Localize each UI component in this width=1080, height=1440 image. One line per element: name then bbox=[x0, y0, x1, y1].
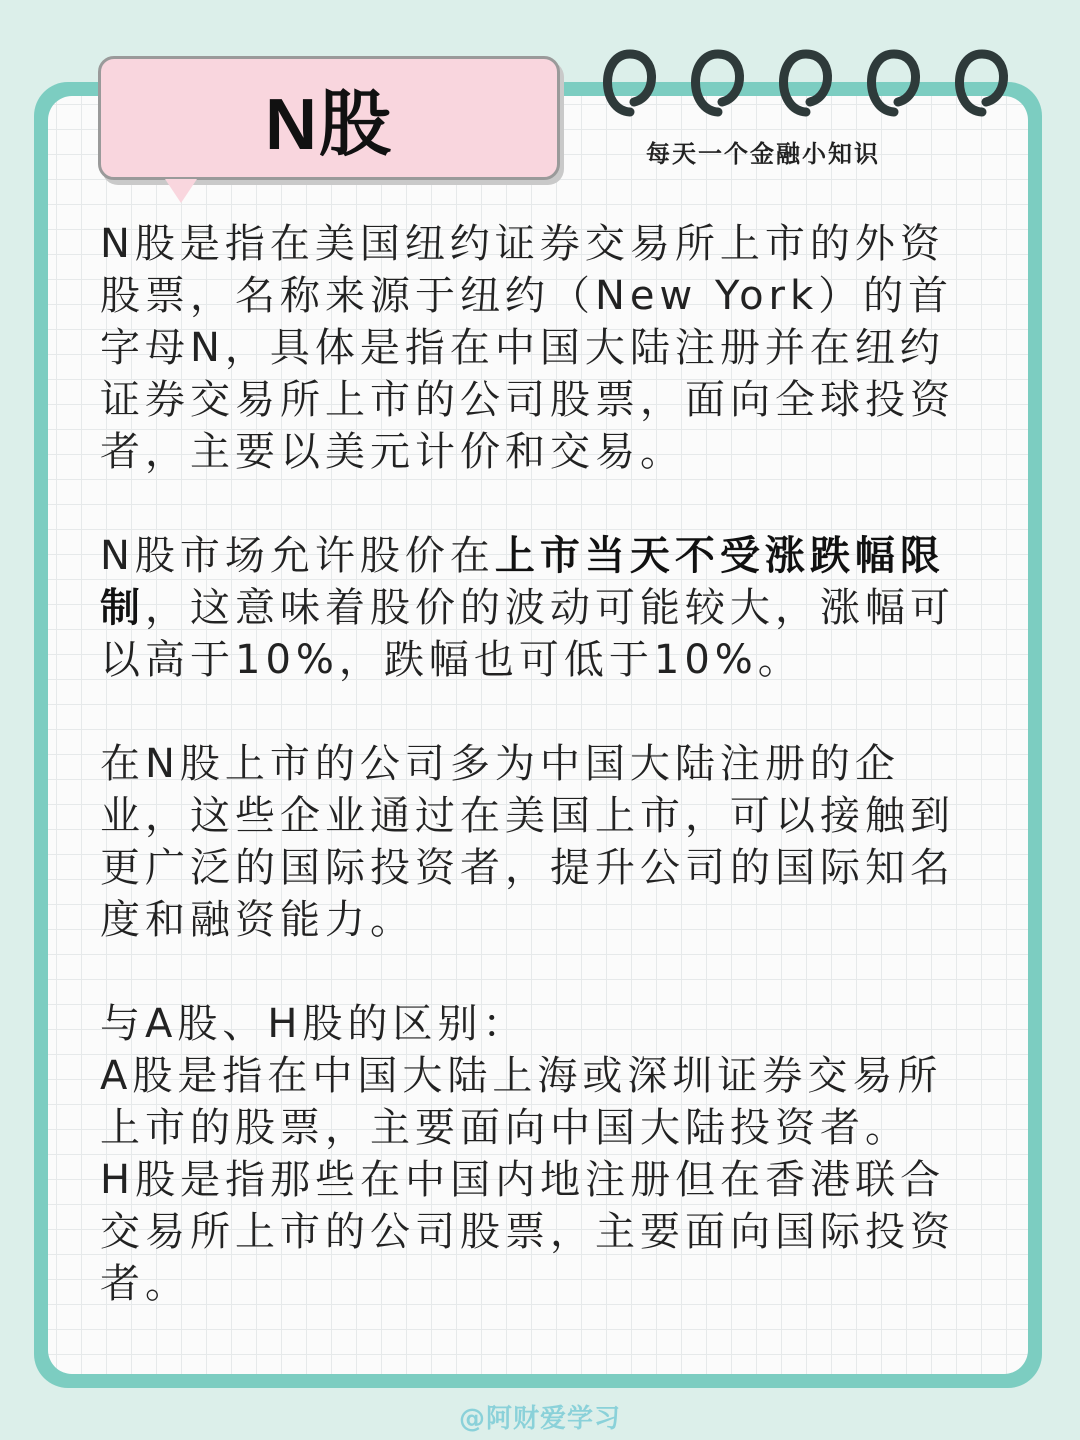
comparison-a-share: A股是指在中国大陆上海或深圳证券交易所上市的股票，主要面向中国大陆投资者。 bbox=[100, 1053, 943, 1151]
title-tab bbox=[98, 56, 560, 180]
binder-ring-icon bbox=[784, 54, 828, 112]
page-subtitle: 每天一个金融小知识 bbox=[646, 140, 880, 168]
page-title: N股 bbox=[265, 85, 393, 165]
comparison-heading: 与A股、H股的区别： bbox=[100, 1001, 528, 1047]
author-handle: @阿财爱学习 bbox=[458, 1404, 621, 1434]
binder-ring-icon bbox=[872, 54, 916, 112]
article-body bbox=[100, 218, 966, 1310]
paragraph-definition: N股是指在美国纽约证券交易所上市的外资股票，名称来源于纽约（New York）的首字母N，具体是指在中国大陆注册并在纽约证券交易所上市的公司股票，面向全球投资者，主要以美元计价和交易。 bbox=[100, 221, 955, 475]
paragraph-price-limit-lead: N股市场允许股价在 bbox=[100, 533, 495, 579]
binder-rings-icon bbox=[590, 40, 1030, 130]
binder-ring-icon bbox=[960, 54, 1004, 112]
title-tab-pointer bbox=[165, 179, 197, 203]
paragraph-price-limit bbox=[100, 530, 966, 686]
paragraph-companies: 在N股上市的公司多为中国大陆注册的企业，这些企业通过在美国上市，可以接触到更广泛的国际投资者，提升公司的国际知名度和融资能力。 bbox=[100, 741, 955, 943]
binder-ring-icon bbox=[608, 54, 652, 112]
paragraph-price-limit-rest: ，这意味着股价的波动可能较大，涨幅可以高于10%，跌幅也可低于10%。 bbox=[100, 585, 955, 683]
highlight-no-limit: 上市当天不受涨跌幅限制 bbox=[100, 533, 945, 631]
comparison-h-share: H股是指那些在中国内地注册但在香港联合交易所上市的公司股票，主要面向国际投资者。 bbox=[100, 1157, 955, 1307]
binder-ring-icon bbox=[696, 54, 740, 112]
